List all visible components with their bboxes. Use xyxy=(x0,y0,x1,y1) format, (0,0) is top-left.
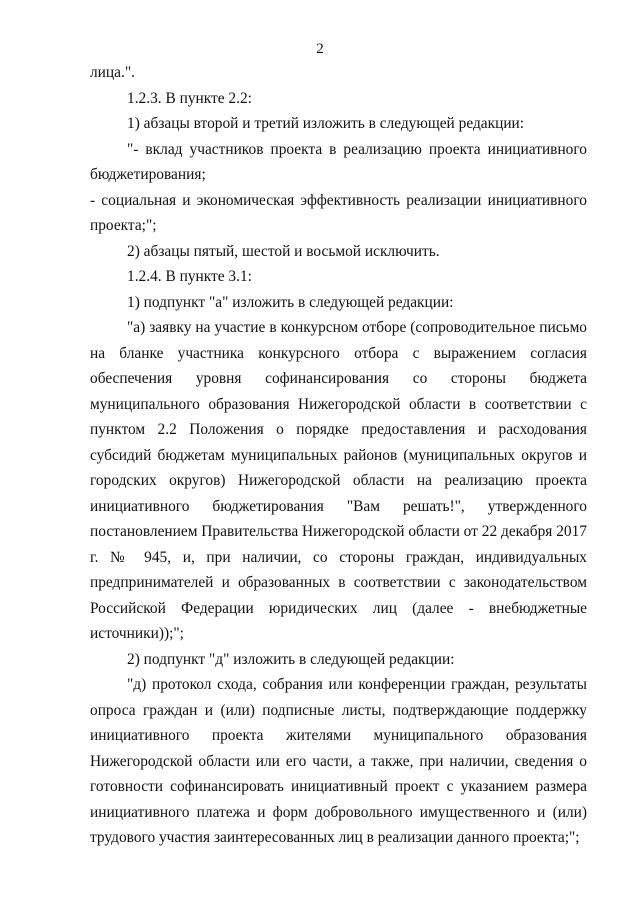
document-body xyxy=(90,60,587,851)
paragraph-1-2-3-heading: 1.2.3. В пункте 2.2: xyxy=(127,89,252,107)
paragraph-quote-efficiency: - социальная и экономическая эффективность реализации инициативного проекта;"; xyxy=(90,191,587,234)
page-number: 2 xyxy=(316,41,324,57)
paragraph-quote-contribution: "- вклад участников проекта в реализацию проекта инициативного бюджетирования; xyxy=(90,140,587,183)
paragraph-subitem-2: 2) абзацы пятый, шестой и восьмой исключить. xyxy=(127,242,440,260)
paragraph-subitem-d-text: "д) протокол схода, собрания или конференции граждан, результаты опроса граждан и (или) подписные листы, подтверждающие поддержку инициативного проекта жителями муниципального образования Нижегородской области или его части, а также, при наличии, сведения о готовности софинансировать инициативный проект с указанием размера инициативного платежа и форм добровольного имущественного и (или) трудового участия заинтересованных лиц в реализации данного проекта;"; xyxy=(90,676,587,846)
paragraph-subitem-a-text: "а) заявку на участие в конкурсном отборе (сопроводительное письмо на бланке участника конкурсного отбора с выражением согласия обеспечения уровня софинансирования со стороны бюджета муниципального образования Нижегородской области в соответствии с пунктом 2.2 Положения о порядке предоставления и расходования субсидий бюджетам муниципальных районов (муниципальных округов и городских округов) Нижегородской области на реализацию проекта инициативного бюджетирования "Вам решать!", утвержденного постановлением Правительства Нижегородской области от 22 декабря 2017 г. № 945, и, при наличии, со стороны граждан, индивидуальных предпринимателей и образованных в соответствии с законодательством Российской Федерации юридических лиц (далее - внебюджетные источники));"; xyxy=(90,319,587,642)
paragraph-subitem-d-intro: 2) подпункт "д" изложить в следующей редакции: xyxy=(127,650,455,668)
paragraph-subitem-1: 1) абзацы второй и третий изложить в следующей редакции: xyxy=(127,115,525,132)
paragraph-subitem-a-intro: 1) подпункт "а" изложить в следующей редакции: xyxy=(127,293,454,311)
paragraph-1-2-4-heading: 1.2.4. В пункте 3.1: xyxy=(127,268,252,285)
paragraph-continuation: лица.". xyxy=(90,64,135,81)
